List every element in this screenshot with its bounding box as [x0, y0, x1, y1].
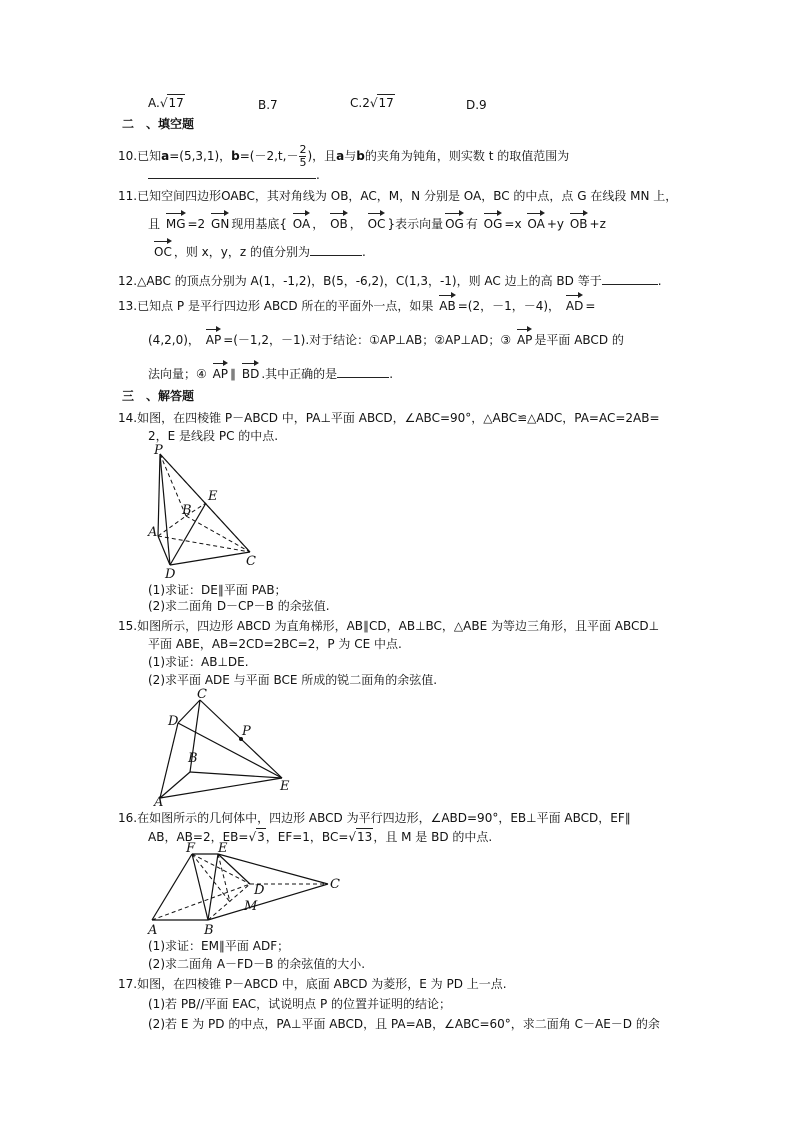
q11-vec-oc: OC	[368, 212, 386, 232]
q13-t1: 13.已知点 P 是平行四边形 ABCD 所在的平面外一点，如果	[118, 299, 434, 313]
q13-t6: 是平面 ABCD 的	[534, 333, 624, 347]
edge-bc	[208, 884, 328, 920]
q11-vec-mg: MG	[166, 212, 186, 232]
q10-denominator: 5	[299, 156, 307, 169]
label-d: D	[165, 567, 176, 582]
q13-blank	[337, 365, 389, 378]
q13-t7: 法向量；④	[148, 367, 207, 381]
q10-text-3: =(－2,t,－	[239, 149, 299, 163]
q11-vec-oa: OA	[293, 212, 310, 232]
q11-t4: ，	[312, 217, 325, 231]
question-17-line1: 17.如图，在四棱锥 P－ABCD 中，底面 ABCD 为菱形，E 为 PD 上一点.	[118, 977, 507, 991]
q11-vec-og: OG	[445, 212, 464, 232]
section-answer: 三 、解答题	[122, 389, 195, 403]
choice-d: D.9	[466, 98, 487, 112]
label-m: M	[244, 899, 258, 914]
q10-numerator: 2	[299, 143, 307, 156]
q11-vec-ob: OB	[330, 212, 348, 232]
q10-vec-b2: b	[356, 149, 365, 163]
q13-t2: =(2，－1，－4)，	[457, 299, 561, 313]
q13-vec-ap2: AP	[517, 328, 532, 348]
q16-radicand-1: 3	[257, 830, 265, 844]
q10-text-2: =(5,3,1)，	[169, 149, 232, 163]
q11-t7: 有	[465, 217, 478, 231]
q13-t9: .其中正确的是	[261, 367, 338, 381]
label-c: C	[197, 687, 207, 702]
q13-t4: (4,2,0)，	[148, 333, 200, 347]
q10-blank-line	[148, 166, 316, 179]
edge-be	[190, 772, 282, 778]
q13-vec-ap: AP	[206, 328, 221, 348]
edge-ab	[158, 516, 186, 536]
question-12: 12.△ABC 的顶点分别为 A(1，-1,2)，B(5，-6,2)，C(1,3，-1)，则 AC 边上的高 BD 等于 .	[118, 274, 662, 288]
q11-t2: =2	[187, 217, 206, 231]
label-b: B	[204, 923, 214, 938]
section-fill-blank: 二 、填空题	[122, 117, 195, 131]
q13-t10: .	[389, 367, 394, 381]
label-e: E	[218, 841, 228, 856]
q11-t1: 且	[148, 217, 161, 231]
q11-t6: }表示向量	[387, 217, 444, 231]
q11-t8: =x	[504, 217, 522, 231]
choice-c-radicand: 17	[378, 96, 394, 110]
edge-dc	[170, 552, 250, 565]
question-13-line1	[118, 294, 595, 314]
choice-c-label: C.2	[350, 96, 370, 110]
question-16-line1: 16.在如图所示的几何体中，四边形 ABCD 为平行四边形，∠ABD=90°，EB⊥平面 ABCD，EF∥	[118, 811, 631, 825]
q10-text-5: 与	[344, 149, 357, 163]
label-f: F	[186, 841, 196, 856]
choice-b: B.7	[258, 98, 278, 112]
question-14-part2: (2)求二面角 D－CP－B 的余弦值.	[148, 599, 330, 613]
q10-vec-b: b	[231, 149, 240, 163]
choice-c: C.2√17	[350, 96, 394, 110]
q16-t2: ，EF=1，BC=	[265, 830, 349, 844]
edge-pd	[160, 454, 170, 565]
label-p: P	[154, 443, 163, 458]
q10-text-6: 的夹角为钝角，则实数 t 的取值范围为	[364, 149, 570, 163]
question-15-line1: 15.如图所示，四边形 ABCD 为直角梯形，AB∥CD，AB⊥BC，△ABE 为等边三角形，且平面 ABCD⊥	[118, 619, 660, 633]
label-e: E	[280, 779, 290, 794]
edge-fa	[152, 854, 192, 920]
q13-vec-bd: BD	[242, 362, 259, 382]
question-11-line2	[148, 212, 606, 232]
question-15-line2: 平面 ABE，AB=2CD=2BC=2，P 为 CE 中点.	[148, 637, 402, 651]
edge-eb	[208, 854, 218, 920]
q13-t5: =(－1,2，－1).对于结论：①AP⊥AB；②AP⊥AD；③	[223, 333, 512, 347]
q10-text-4: )，且	[307, 149, 337, 163]
label-c: C	[246, 554, 256, 569]
q11-vec-og2: OG	[484, 212, 503, 232]
question-16-part2: (2)求二面角 A－FD－B 的余弦值的大小.	[148, 957, 366, 971]
label-p: P	[242, 724, 251, 739]
question-13-line2	[148, 328, 624, 348]
q13-vec-ap3: AP	[213, 362, 228, 382]
q10-answer-blank: .	[148, 166, 320, 183]
edge-da	[160, 723, 178, 798]
choice-a-label: A.	[148, 96, 160, 110]
q16-t3: ，且 M 是 BD 的中点.	[373, 830, 493, 844]
label-a: A	[148, 525, 158, 540]
q13-vec-ab: AB	[439, 294, 455, 314]
label-c: C	[330, 877, 340, 892]
question-15-part2: (2)求平面 ADE 与平面 BCE 所成的锐二面角的余弦值.	[148, 673, 438, 687]
q12-blank	[602, 272, 658, 285]
q10-vec-a: a	[161, 149, 170, 163]
question-15-part1: (1)求证：AB⊥DE.	[148, 655, 249, 669]
label-d: D	[254, 883, 265, 898]
figure-parallelogram-solid	[146, 842, 346, 938]
q11-vec-ob2: OB	[570, 212, 588, 232]
label-a: A	[148, 923, 158, 938]
choice-a-radicand: 17	[168, 96, 184, 110]
q11-vec-oc2: OC	[154, 240, 172, 260]
label-b: B	[182, 503, 192, 518]
question-14-line1: 14.如图，在四棱锥 P－ABCD 中，PA⊥平面 ABCD，∠ABC=90°，△ABC≌△ADC，PA=AC=2AB=	[118, 411, 660, 425]
question-11-line1: 11.已知空间四边形OABC，其对角线为 OB，AC，M，N 分别是 OA，BC 的中点，点 G 在线段 MN 上，	[118, 189, 678, 203]
figure-trapezoid-solid	[150, 687, 300, 810]
edge-fb	[192, 854, 208, 920]
q11-t10: +z	[589, 217, 606, 231]
q11-vec-oa2: OA	[527, 212, 544, 232]
question-16-part1: (1)求证：EM∥平面 ADF；	[148, 939, 290, 953]
question-16-line2: AB，AB=2，EB=√3，EF=1，BC=√13，且 M 是 BD 的中点.	[148, 830, 493, 844]
q11-t5: ，	[349, 217, 362, 231]
edge-ae	[160, 778, 282, 798]
q12-text: 12.△ABC 的顶点分别为 A(1，-1,2)，B(5，-6,2)，C(1,3，-1)，则 AC 边上的高 BD 等于	[118, 274, 602, 288]
q11-t3: 现用基底{	[231, 217, 287, 231]
label-d: D	[168, 714, 179, 729]
q13-t3: =	[585, 299, 596, 313]
question-14-line2: 2，E 是线段 PC 的中点.	[148, 429, 279, 443]
q11-vec-gn: GN	[211, 212, 229, 232]
edge-fd	[192, 854, 250, 884]
choice-a: A.√17	[148, 96, 184, 110]
figure-pyramid-pabcd	[140, 440, 270, 580]
question-17-part2: (2)若 E 为 PD 的中点，PA⊥平面 ABCD，且 PA=AB，∠ABC=60°，求二面角 C－AE－D 的余	[148, 1017, 660, 1031]
q13-t8: ∥	[230, 367, 237, 381]
q11-t11: ，则 x，y，z 的值分别为	[173, 245, 310, 259]
question-14-part1: (1)求证：DE∥平面 PAB；	[148, 583, 287, 597]
question-13-line3	[148, 362, 393, 382]
q16-t1: AB，AB=2，EB=	[148, 830, 249, 844]
label-e: E	[208, 489, 218, 504]
q16-radicand-2: 13	[357, 830, 373, 844]
q10-text-1: 10.已知	[118, 149, 162, 163]
edge-pa	[158, 454, 160, 536]
label-b: B	[188, 751, 198, 766]
q11-t9: +y	[546, 217, 565, 231]
label-a: A	[154, 795, 164, 810]
q10-vec-a2: a	[336, 149, 345, 163]
q11-blank	[310, 243, 362, 256]
q13-vec-ad: AD	[566, 294, 583, 314]
question-11-line3: OC ，则 x，y，z 的值分别为 .	[152, 240, 366, 260]
question-17-part1: (1)若 PB//平面 EAC，试说明点 P 的位置并证明的结论；	[148, 997, 452, 1011]
